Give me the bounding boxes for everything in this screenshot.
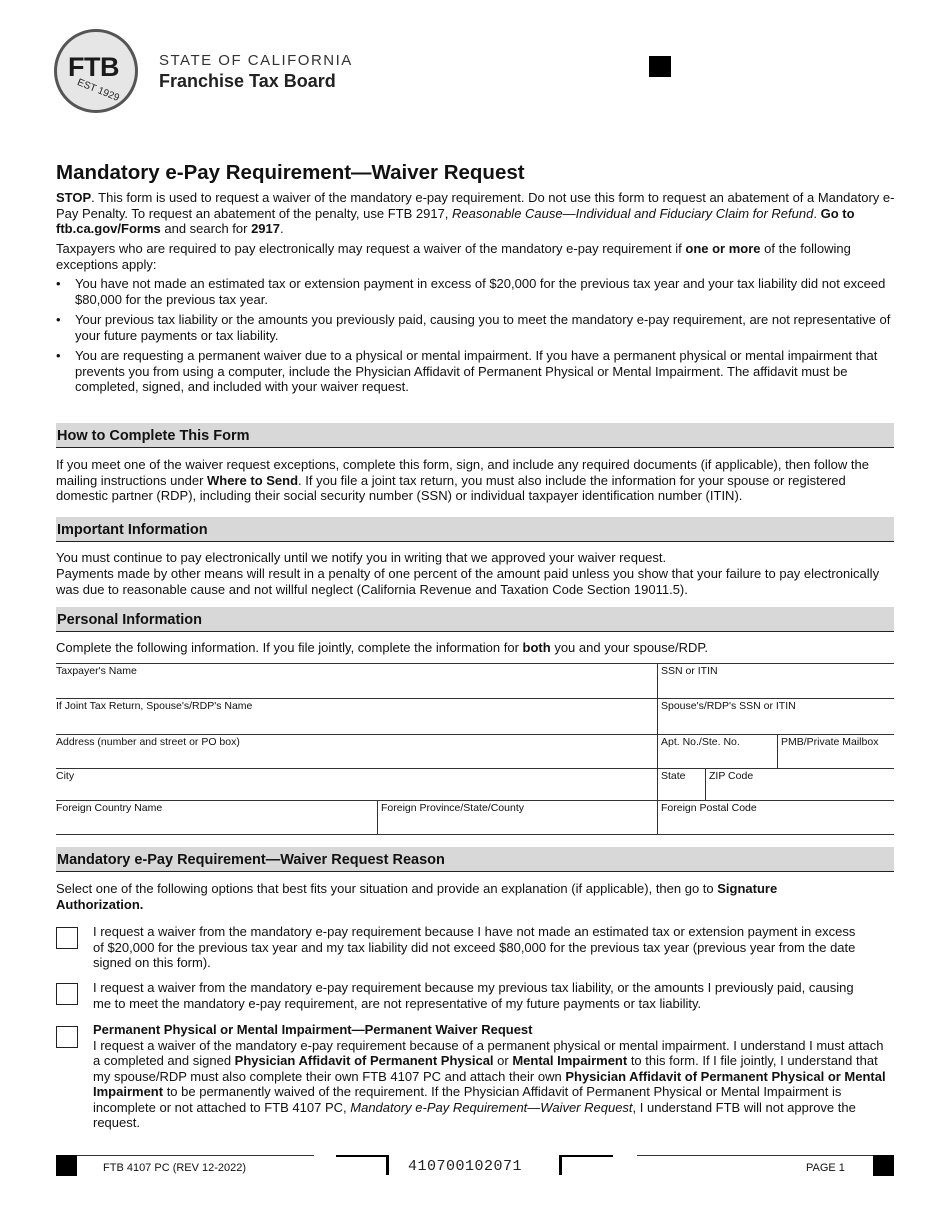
exceptions-intro bbox=[56, 241, 898, 272]
grid-line bbox=[56, 768, 894, 769]
option-1-checkbox[interactable] bbox=[56, 927, 78, 949]
personal-text-1: Complete the following information. If you file jointly, complete the information for bbox=[56, 640, 523, 655]
important-line-2: Payments made by other means will result in a penalty of one percent of the amount paid unless you show that your failure to pay electronically was due to reasonable cause and not willful neglect (California Revenue and Taxation Code Section 19011.5). bbox=[56, 566, 880, 597]
board-name: Franchise Tax Board bbox=[159, 71, 336, 91]
form-id: FTB 4107 PC (REV 12-2022) bbox=[103, 1162, 247, 1174]
footer-rule bbox=[77, 1155, 314, 1156]
agency-name: STATE OF CALIFORNIA bbox=[159, 52, 353, 69]
form-2917-title: Reasonable Cause—Individual and Fiduciary Claim for Refund bbox=[452, 205, 814, 221]
spouse-ssn-field[interactable]: Spouse's/RDP's SSN or ITIN bbox=[661, 700, 796, 712]
exceptions-text: Taxpayers who are required to pay electronically may request a waiver of the mandatory e-pay requirement if bbox=[56, 241, 686, 256]
city-field[interactable]: City bbox=[56, 770, 75, 782]
option-3-bold-1: Physician Affidavit of Permanent Physical bbox=[234, 1053, 494, 1068]
grid-line bbox=[377, 800, 378, 834]
stop-text-3: and search for bbox=[160, 221, 252, 236]
stop-word: STOP bbox=[56, 190, 92, 205]
foreign-country-field[interactable]: Foreign Country Name bbox=[56, 802, 163, 814]
page-title: Mandatory e-Pay Requirement—Waiver Request bbox=[56, 161, 525, 184]
form-number: 2917 bbox=[251, 221, 280, 236]
logo-est: EST 1929 bbox=[75, 77, 121, 104]
address-field[interactable]: Address (number and street or PO box) bbox=[56, 736, 240, 748]
foreign-province-field[interactable]: Foreign Province/State/County bbox=[381, 802, 524, 814]
grid-line bbox=[56, 800, 894, 801]
bullet-text: You are requesting a permanent waiver due to a physical or mental impairment. If you have a permanent physical or mental impairment that prevents you from using a computer, include the Physician Affidavit of Permanent Physical or Mental Impairment. The affidavit must be completed, signed, and included with your waiver request. bbox=[75, 348, 878, 394]
logo-text: FTB bbox=[68, 52, 119, 82]
stop-text-4: . bbox=[280, 221, 284, 236]
registration-mark bbox=[649, 56, 671, 77]
how-to-text-2: . If you file a joint tax return, you must also include the information for your spouse or registered domestic partner (RDP), including their social security number (SSN) or individual taxpayer identification number (ITIN). bbox=[56, 472, 846, 503]
option-3-bold-3: Physician Affidavit of Permanent Physical or Mental Impairment bbox=[93, 1068, 886, 1099]
corner-mark-left bbox=[56, 1155, 77, 1176]
grid-line bbox=[56, 698, 894, 699]
section-waiver-reason: Mandatory e-Pay Requirement—Waiver Request Reason bbox=[56, 847, 894, 872]
section-how-to-complete: How to Complete This Form bbox=[56, 423, 894, 448]
personal-instructions bbox=[56, 640, 898, 656]
bullet-icon: • bbox=[56, 312, 61, 327]
stop-text-2: . bbox=[813, 205, 821, 221]
option-2-text: I request a waiver from the mandatory e-pay requirement because my previous tax liability, or the amounts I previously paid, causing me to meet the mandatory e-pay requirement, are not representative of my future payments or tax liability. bbox=[93, 980, 854, 1011]
grid-line bbox=[56, 834, 894, 835]
bracket-left bbox=[336, 1155, 389, 1175]
option-2-checkbox[interactable] bbox=[56, 983, 78, 1005]
reason-text: Select one of the following options that best fits your situation and provide an explanation (if applicable), then go to bbox=[56, 881, 718, 896]
stop-paragraph bbox=[56, 190, 898, 237]
how-to-text bbox=[56, 457, 898, 504]
grid-line bbox=[705, 768, 706, 800]
page-number: PAGE 1 bbox=[806, 1162, 845, 1174]
grid-line bbox=[657, 663, 658, 834]
bracket-right bbox=[559, 1155, 613, 1175]
apt-field[interactable]: Apt. No./Ste. No. bbox=[661, 736, 740, 748]
important-line-1: You must continue to pay electronically until we notify you in writing that we approved your waiver request. bbox=[56, 550, 667, 565]
bullet-icon: • bbox=[56, 276, 61, 291]
option-3-italic: Mandatory e-Pay Requirement—Waiver Request bbox=[350, 1099, 633, 1115]
reason-instructions bbox=[56, 881, 816, 912]
corner-mark-right bbox=[873, 1155, 894, 1176]
section-personal-information: Personal Information bbox=[56, 607, 894, 632]
exception-bullet-1 bbox=[56, 276, 898, 307]
option-3-checkbox[interactable] bbox=[56, 1026, 78, 1048]
option-3-body-3: to this form. If I file jointly, I understand that my spouse/RDP must also complete their own FTB 4107 PC and attach their own bbox=[93, 1053, 878, 1084]
exceptions-text-2: of the following exceptions apply: bbox=[56, 241, 851, 272]
bullet-icon: • bbox=[56, 348, 61, 363]
personal-both: both bbox=[522, 640, 551, 655]
spouse-name-field[interactable]: If Joint Tax Return, Spouse's/RDP's Name bbox=[56, 700, 253, 712]
bullet-text: You have not made an estimated tax or extension payment in excess of $20,000 for the previous tax year and your tax liability did not exceed $80,000 for the previous tax year. bbox=[75, 276, 886, 307]
barcode-number: 410700102071 bbox=[408, 1158, 523, 1175]
exceptions-bold: one or more bbox=[685, 241, 761, 256]
footer-rule bbox=[637, 1155, 873, 1156]
pmb-field[interactable]: PMB/Private Mailbox bbox=[781, 736, 879, 748]
foreign-postal-field[interactable]: Foreign Postal Code bbox=[661, 802, 757, 814]
personal-text-2: you and your spouse/RDP. bbox=[550, 640, 709, 655]
taxpayer-name-field[interactable]: Taxpayer's Name bbox=[56, 665, 137, 677]
ssn-field[interactable]: SSN or ITIN bbox=[661, 665, 718, 677]
state-field[interactable]: State bbox=[661, 770, 686, 782]
option-3-bold-2: Mental Impairment bbox=[512, 1053, 628, 1068]
option-1-text: I request a waiver from the mandatory e-pay requirement because I have not made an estimated tax or extension payment in excess of $20,000 for the previous tax year and my tax liability did not exceed $80,000 for the previous tax year (previous year from the date signed on this form). bbox=[93, 924, 856, 970]
grid-line bbox=[56, 663, 894, 664]
option-3-body-1: I request a waiver of the mandatory e-pay requirement because of a permanent physical or mental impairment. I understand I must attach a completed and signed bbox=[93, 1037, 884, 1068]
section-important-information: Important Information bbox=[56, 517, 894, 542]
grid-line bbox=[56, 734, 894, 735]
signature-authorization-ref: Signature Authorization. bbox=[56, 881, 778, 912]
option-3-text bbox=[93, 1022, 893, 1131]
where-to-send-ref: Where to Send bbox=[207, 472, 299, 488]
forms-link[interactable]: Go to ftb.ca.gov/Forms bbox=[56, 205, 855, 236]
option-3-body-2: or bbox=[493, 1053, 513, 1068]
exception-bullet-3 bbox=[56, 348, 898, 395]
option-3-body-4: to be permanently waived of the requirement. If the Physician Affidavit of Permanent Physical or Mental Impairment is incomplete or not attached to FTB 4107 PC, bbox=[93, 1084, 842, 1115]
how-to-text-1: If you meet one of the waiver request exceptions, complete this form, sign, and include any required documents (if applicable), then follow the mailing instructions under bbox=[56, 457, 869, 488]
option-3-title: Permanent Physical or Mental Impairment—Permanent Waiver Request bbox=[93, 1022, 533, 1037]
option-3-body-5: , I understand FTB will not approve the request. bbox=[93, 1099, 856, 1130]
grid-line bbox=[777, 734, 778, 768]
stop-text: . This form is used to request a waiver of the mandatory e-pay requirement. Do not use this form to request an abatement of a Mandatory e-Pay Penalty. To request an abatement of the penalty, use FTB 2917, bbox=[56, 190, 895, 221]
bullet-text: Your previous tax liability or the amounts you previously paid, causing you to meet the mandatory e-pay requirement, are not representative of your future payments or tax liability. bbox=[75, 312, 891, 343]
exception-bullet-2 bbox=[56, 312, 898, 343]
zip-field[interactable]: ZIP Code bbox=[709, 770, 754, 782]
